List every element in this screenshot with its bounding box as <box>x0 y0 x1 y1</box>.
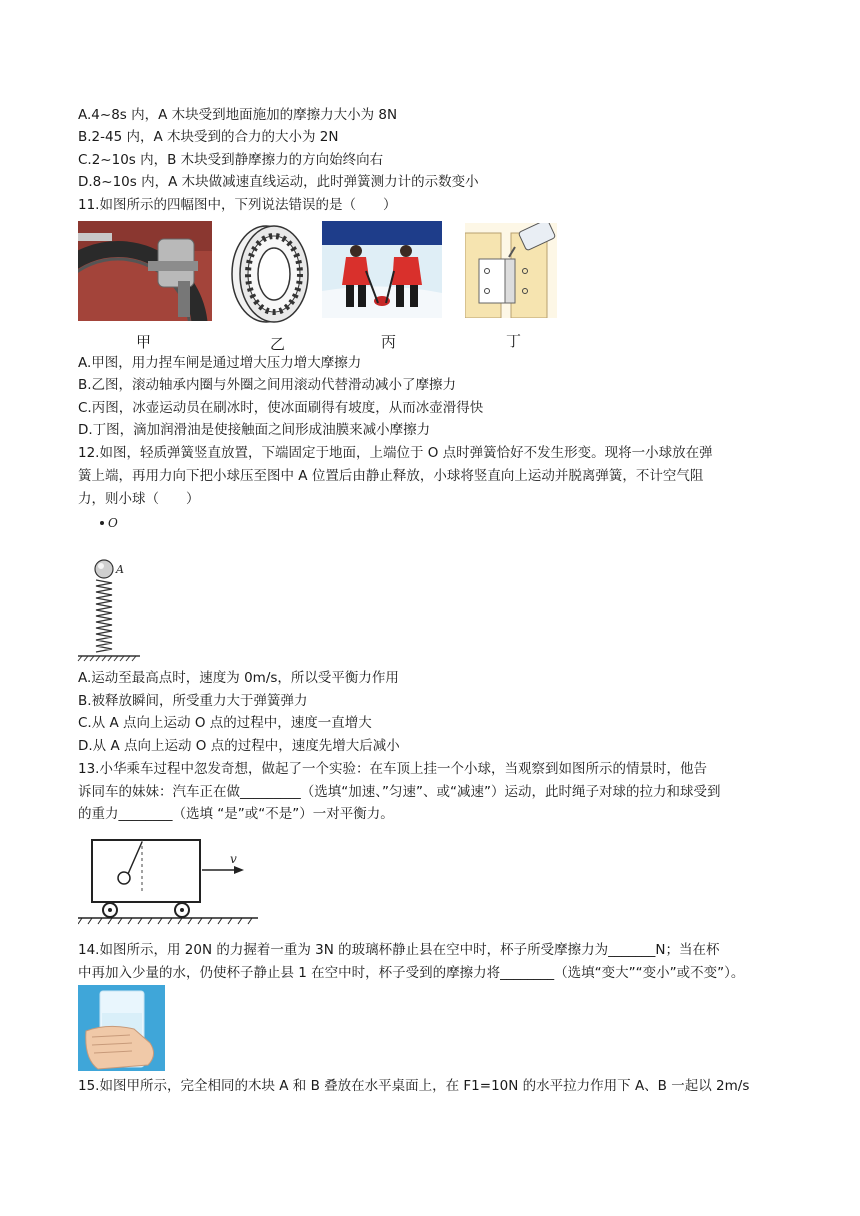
hand-holding-glass-photo <box>78 985 165 1071</box>
figure-caption-yi: 乙 <box>270 335 286 353</box>
bicycle-brake-photo <box>78 221 212 321</box>
q11-option-b: B.乙图，滚动轴承内圈与外圈之间用滚动代替滑动减小了摩擦力 <box>78 377 457 393</box>
q15-line-1: 15.如图甲所示，完全相同的木块 A 和 B 叠放在水平桌面上，在 F1=10N 的水平拉力作用下 A、B 一起以 2m/s <box>78 1078 750 1094</box>
q13-line-2: 诉同车的妹妹：汽车正在做_________（选填“加速、”匀速”、或“减速”）运动，此时绳子对球的拉力和球受到 <box>78 784 721 800</box>
figure-caption-jia: 甲 <box>136 333 152 351</box>
q10-option-c: C.2~10s 内，B 木块受到静摩擦力的方向始终向右 <box>78 152 384 168</box>
figure-caption-ding: 丁 <box>506 332 522 350</box>
q12-option-a: A.运动至最高点时，速度为 0m/s，所以受平衡力作用 <box>78 670 399 686</box>
curling-photo <box>322 221 442 318</box>
q10-option-d: D.8~10s 内，A 木块做减速直线运动，此时弹簧测力计的示数变小 <box>78 174 479 190</box>
oil-hinge-figure <box>465 223 557 318</box>
q12-option-d: D.从 A 点向上运动 O 点的过程中，速度先增大后减小 <box>78 738 400 754</box>
q14-line-2: 中再加入少量的水，仍使杯子静止县 1 在空中时，杯子受到的摩擦力将________（选填“变大”“变小”或不变”）。 <box>78 965 745 981</box>
figure-caption-bing: 丙 <box>381 333 397 351</box>
q12-option-c: C.从 A 点向上运动 O 点的过程中，速度一直增大 <box>78 715 372 731</box>
q14-line-1: 14.如图所示，用 20N 的力握着一重为 3N 的玻璃杯静止县在空中时，杯子所受摩擦力为_______N；当在杯 <box>78 942 720 958</box>
velocity-label: v <box>230 852 237 866</box>
q12-stem-line-2: 簧上端，再用力向下把小球压至图中 A 位置后由静止释放，小球将竖直向上运动并脱离弹簧，不计空气阻 <box>78 468 704 484</box>
point-o-label: O <box>108 516 118 530</box>
q12-option-b: B.被释放瞬间，所受重力大于弹簧弹力 <box>78 693 308 709</box>
q11-stem: 11.如图所示的四幅图中，下列说法错误的是（ ） <box>78 197 397 213</box>
spring-ball-diagram <box>76 513 146 663</box>
rolling-bearing-figure <box>222 220 312 328</box>
q11-option-c: C.丙图，冰壶运动员在刷冰时，使冰面刷得有坡度，从而冰壶滑得快 <box>78 400 484 416</box>
point-o-marker <box>100 521 104 525</box>
q12-stem-line-3: 力，则小球（ ） <box>78 491 200 507</box>
q11-option-a: A.甲图，用力捏车闸是通过增大压力增大摩擦力 <box>78 355 362 371</box>
q10-option-b: B.2-45 内，A 木块受到的合力的大小为 2N <box>78 129 339 145</box>
q13-line-3: 的重力________（选填 “是”或“不是”）一对平衡力。 <box>78 806 394 822</box>
q11-option-d: D.丁图，滴加润滑油是使接触面之间形成油膜来减小摩擦力 <box>78 422 431 438</box>
point-a-label: A <box>116 563 124 576</box>
q10-option-a: A.4~8s 内，A 木块受到地面施加的摩擦力大小为 8N <box>78 107 398 123</box>
car-pendulum-diagram <box>78 836 258 926</box>
q12-stem-line-1: 12.如图，轻质弹簧竖直放置，下端固定于地面，上端位于 O 点时弹簧恰好不发生形变。现将一小球放在弹 <box>78 445 713 461</box>
q13-line-1: 13.小华乘车过程中忽发奇想，做起了一个实验：在车顶上挂一个小球，当观察到如图所示的情景时，他告 <box>78 761 707 777</box>
